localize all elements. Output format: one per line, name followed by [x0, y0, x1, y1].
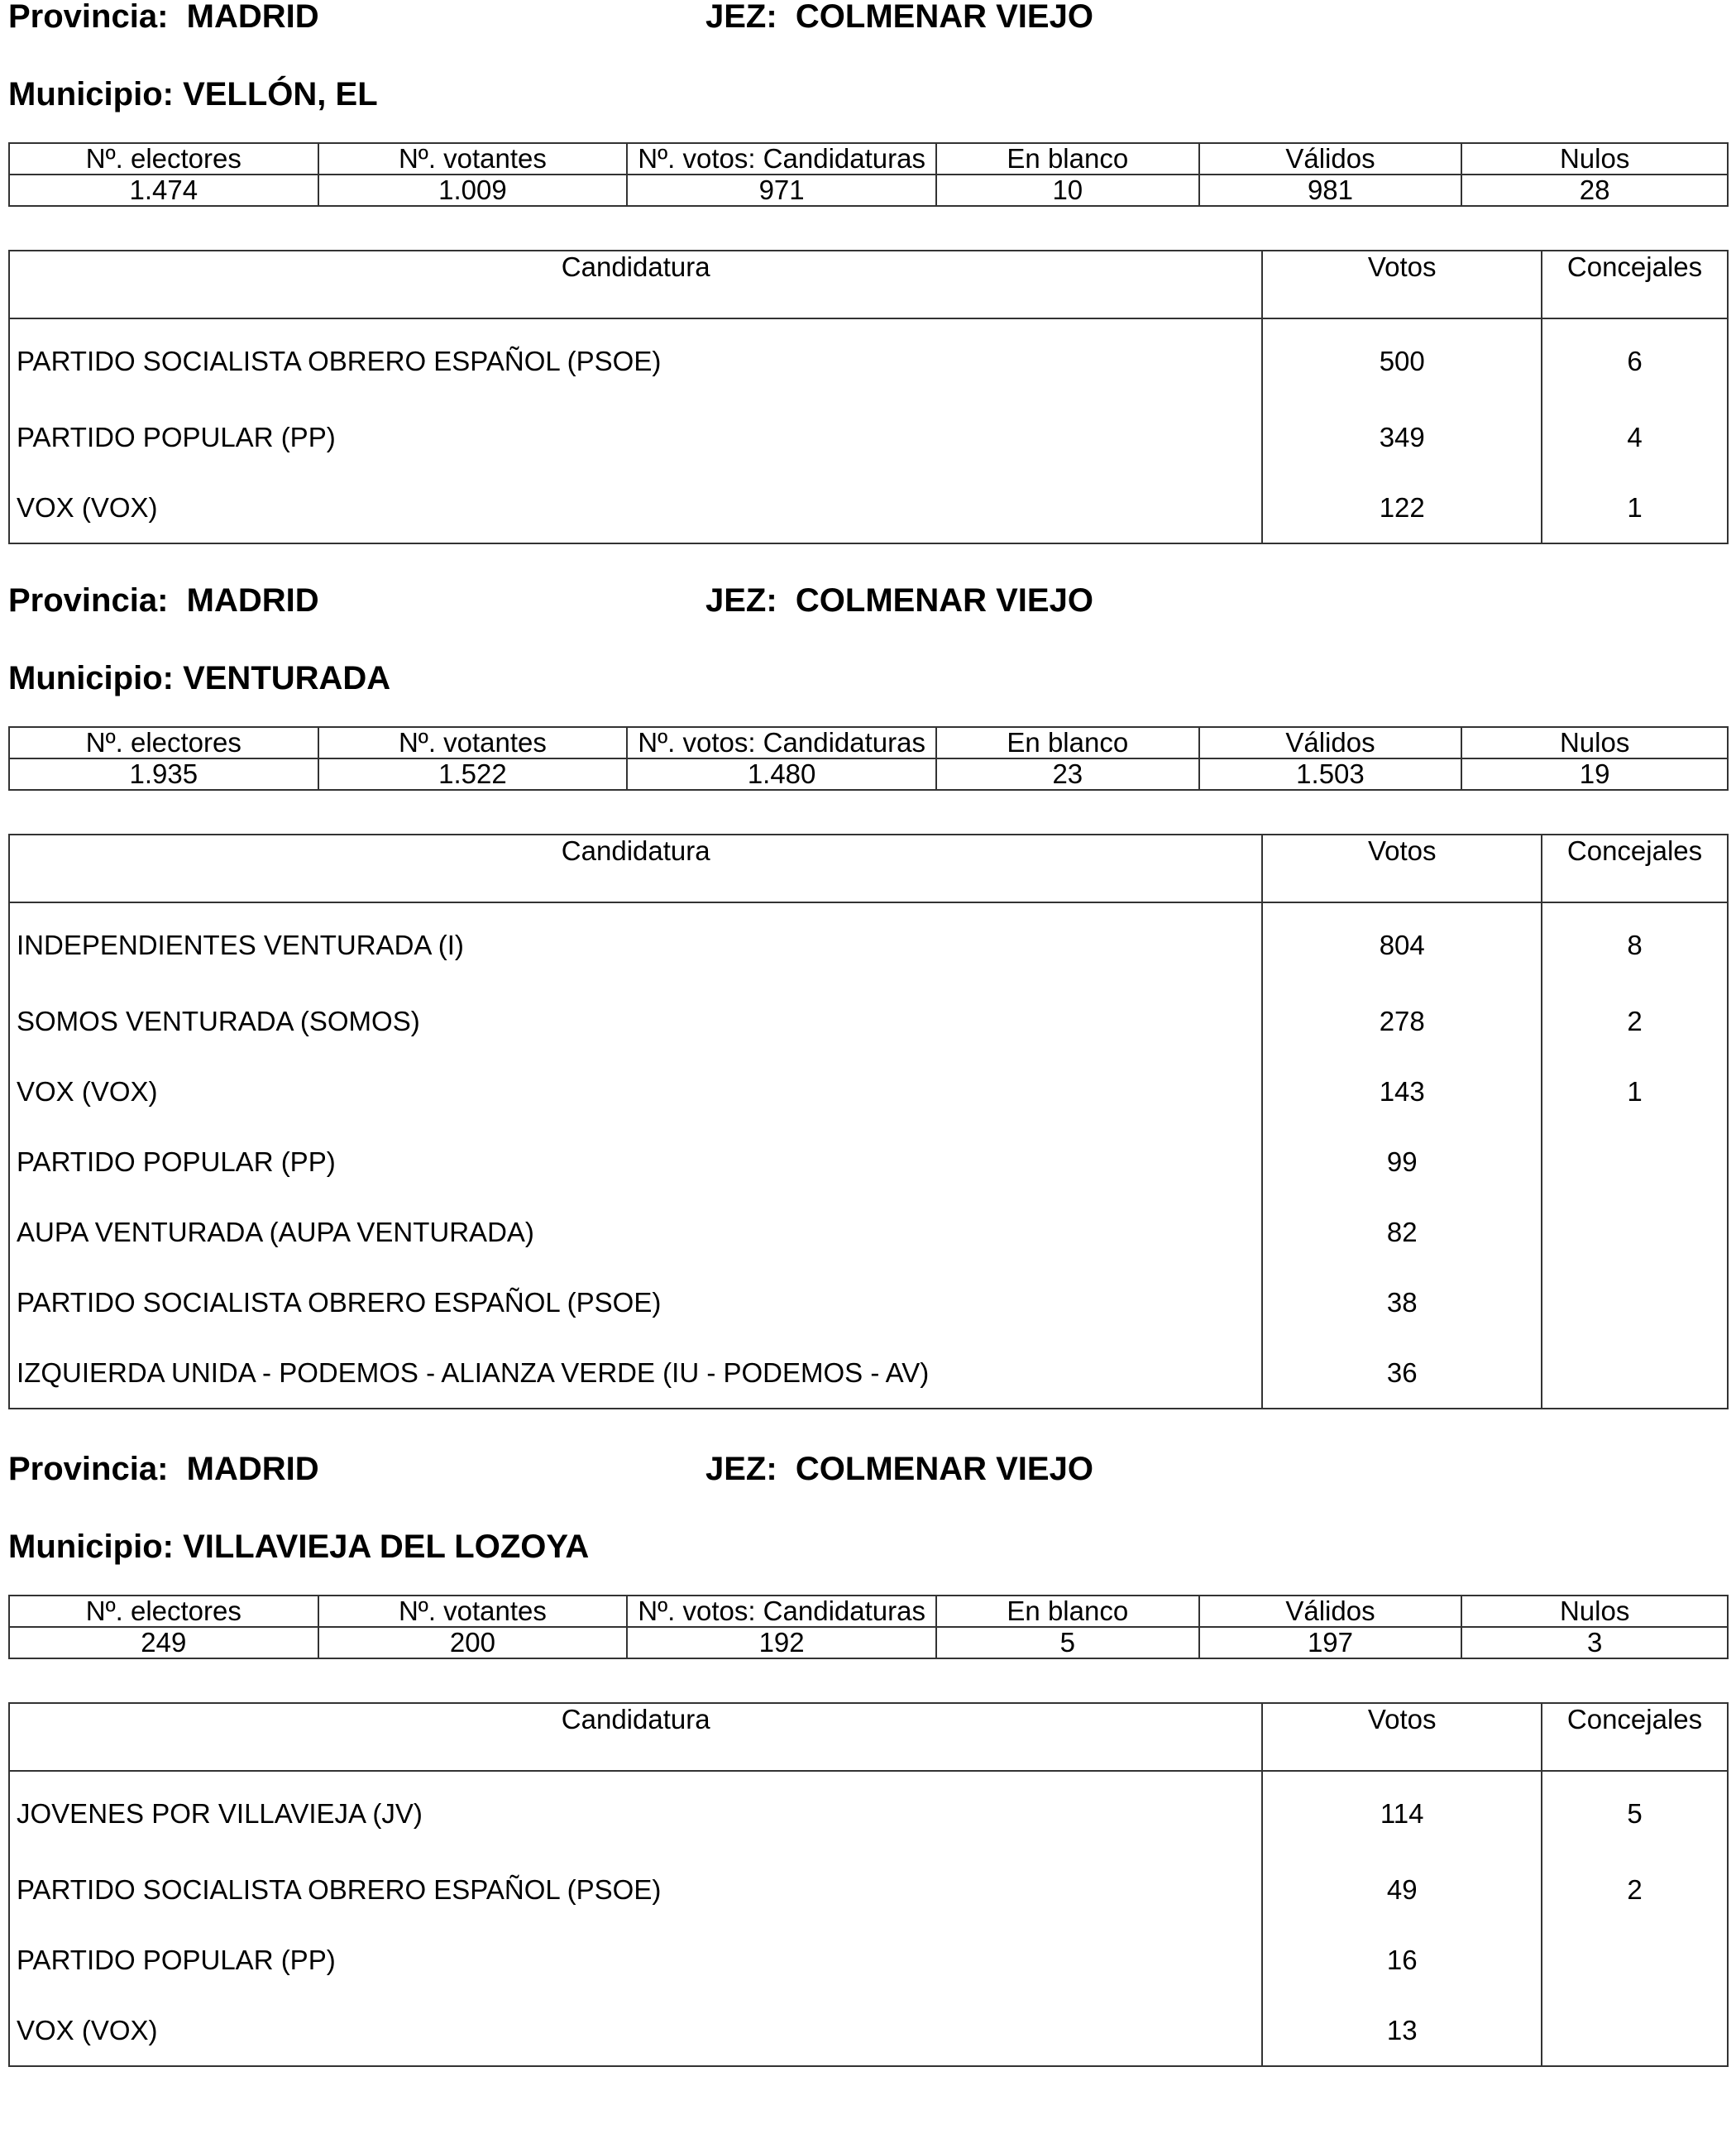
- header-votos-candidaturas: Nº. votos: Candidaturas: [627, 1596, 936, 1627]
- summary-value-row: [9, 175, 1728, 206]
- candidate-name: PARTIDO POPULAR (PP): [9, 1925, 1262, 1995]
- candidate-name: JOVENES POR VILLAVIEJA (JV): [9, 1771, 1262, 1854]
- header-candidatura: Candidatura: [9, 835, 1262, 902]
- candidate-concejales: [1542, 1995, 1728, 2066]
- candidate-name: VOX (VOX): [9, 1056, 1262, 1127]
- candidate-name: PARTIDO POPULAR (PP): [9, 402, 1262, 472]
- candidate-name: PARTIDO POPULAR (PP): [9, 1127, 1262, 1197]
- candidate-name: INDEPENDIENTES VENTURADA (I): [9, 902, 1262, 986]
- candidates-table: [8, 250, 1729, 544]
- candidate-votos: 349: [1262, 402, 1542, 472]
- header-validos: Válidos: [1199, 143, 1462, 175]
- candidate-votos: 16: [1262, 1925, 1542, 1995]
- value-validos: 1.503: [1199, 758, 1462, 790]
- header-en-blanco: En blanco: [936, 143, 1199, 175]
- header-votantes: Nº. votantes: [318, 143, 628, 175]
- provincia-heading: Provincia: MADRID: [8, 582, 319, 619]
- candidate-concejales: 8: [1542, 902, 1728, 986]
- summary-header-row: [9, 727, 1728, 758]
- header-electores: Nº. electores: [9, 143, 318, 175]
- table-row: [9, 1056, 1728, 1127]
- header-votantes: Nº. votantes: [318, 1596, 628, 1627]
- header-validos: Válidos: [1199, 727, 1462, 758]
- table-row: [9, 1197, 1728, 1267]
- candidates-table: [8, 834, 1729, 1409]
- jez-heading: JEZ: COLMENAR VIEJO: [705, 1451, 1093, 1487]
- value-nulos: 3: [1461, 1627, 1728, 1658]
- value-electores: 249: [9, 1627, 318, 1658]
- summary-header-row: [9, 143, 1728, 175]
- municipio-heading: Municipio: VILLAVIEJA DEL LOZOYA: [8, 1529, 590, 1565]
- header-votos: Votos: [1262, 251, 1542, 318]
- header-votantes: Nº. votantes: [318, 727, 628, 758]
- candidate-name: PARTIDO SOCIALISTA OBRERO ESPAÑOL (PSOE): [9, 1267, 1262, 1337]
- candidate-concejales: [1542, 1925, 1728, 1995]
- candidate-votos: 804: [1262, 902, 1542, 986]
- candidates-table: [8, 1702, 1729, 2067]
- value-votos-candidaturas: 1.480: [627, 758, 936, 790]
- header-electores: Nº. electores: [9, 727, 318, 758]
- header-votos-candidaturas: Nº. votos: Candidaturas: [627, 727, 936, 758]
- value-votos-candidaturas: 192: [627, 1627, 936, 1658]
- header-en-blanco: En blanco: [936, 727, 1199, 758]
- header-en-blanco: En blanco: [936, 1596, 1199, 1627]
- candidate-votos: 49: [1262, 1854, 1542, 1925]
- table-row: [9, 1337, 1728, 1409]
- value-votos-candidaturas: 971: [627, 175, 936, 206]
- candidate-name: SOMOS VENTURADA (SOMOS): [9, 986, 1262, 1056]
- candidate-votos: 143: [1262, 1056, 1542, 1127]
- table-row: [9, 1925, 1728, 1995]
- header-candidatura: Candidatura: [9, 1703, 1262, 1771]
- header-votos: Votos: [1262, 1703, 1542, 1771]
- candidate-votos: 114: [1262, 1771, 1542, 1854]
- value-electores: 1.474: [9, 175, 318, 206]
- table-row: [9, 472, 1728, 543]
- header-nulos: Nulos: [1461, 727, 1728, 758]
- candidate-concejales: 2: [1542, 1854, 1728, 1925]
- candidate-name: PARTIDO SOCIALISTA OBRERO ESPAÑOL (PSOE): [9, 1854, 1262, 1925]
- value-votantes: 1.009: [318, 175, 628, 206]
- provincia-heading: Provincia: MADRID: [8, 1451, 319, 1487]
- table-row: [9, 318, 1728, 402]
- summary-table: [8, 726, 1729, 791]
- candidate-votos: 500: [1262, 318, 1542, 402]
- candidate-votos: 99: [1262, 1127, 1542, 1197]
- candidate-name: PARTIDO SOCIALISTA OBRERO ESPAÑOL (PSOE): [9, 318, 1262, 402]
- candidate-votos: 278: [1262, 986, 1542, 1056]
- candidate-votos: 38: [1262, 1267, 1542, 1337]
- candidate-concejales: 5: [1542, 1771, 1728, 1854]
- candidate-concejales: [1542, 1197, 1728, 1267]
- header-votos-candidaturas: Nº. votos: Candidaturas: [627, 143, 936, 175]
- summary-header-row: [9, 1596, 1728, 1627]
- header-nulos: Nulos: [1461, 143, 1728, 175]
- candidate-concejales: [1542, 1127, 1728, 1197]
- jez-heading: JEZ: COLMENAR VIEJO: [705, 582, 1093, 619]
- header-votos: Votos: [1262, 835, 1542, 902]
- header-concejales: Concejales: [1542, 1703, 1728, 1771]
- candidate-concejales: 1: [1542, 1056, 1728, 1127]
- candidate-concejales: [1542, 1337, 1728, 1409]
- header-nulos: Nulos: [1461, 1596, 1728, 1627]
- header-candidatura: Candidatura: [9, 251, 1262, 318]
- provincia-heading: Provincia: MADRID: [8, 0, 319, 35]
- municipio-heading: Municipio: VELLÓN, EL: [8, 76, 378, 112]
- value-votantes: 200: [318, 1627, 628, 1658]
- summary-value-row: [9, 758, 1728, 790]
- header-validos: Válidos: [1199, 1596, 1462, 1627]
- summary-table: [8, 142, 1729, 207]
- header-concejales: Concejales: [1542, 835, 1728, 902]
- candidate-name: VOX (VOX): [9, 1995, 1262, 2066]
- table-row: [9, 986, 1728, 1056]
- candidate-votos: 122: [1262, 472, 1542, 543]
- value-validos: 197: [1199, 1627, 1462, 1658]
- value-electores: 1.935: [9, 758, 318, 790]
- summary-value-row: [9, 1627, 1728, 1658]
- value-nulos: 19: [1461, 758, 1728, 790]
- header-electores: Nº. electores: [9, 1596, 318, 1627]
- municipio-heading: Municipio: VENTURADA: [8, 660, 391, 696]
- header-concejales: Concejales: [1542, 251, 1728, 318]
- summary-table: [8, 1595, 1729, 1659]
- table-row: [9, 902, 1728, 986]
- table-row: [9, 1995, 1728, 2066]
- table-row: [9, 1127, 1728, 1197]
- value-votantes: 1.522: [318, 758, 628, 790]
- candidate-votos: 82: [1262, 1197, 1542, 1267]
- candidate-concejales: 4: [1542, 402, 1728, 472]
- table-row: [9, 1267, 1728, 1337]
- candidate-name: VOX (VOX): [9, 472, 1262, 543]
- table-row: [9, 1854, 1728, 1925]
- candidate-concejales: 1: [1542, 472, 1728, 543]
- candidate-concejales: 2: [1542, 986, 1728, 1056]
- candidate-concejales: 6: [1542, 318, 1728, 402]
- candidate-concejales: [1542, 1267, 1728, 1337]
- table-row: [9, 402, 1728, 472]
- candidates-header-row: [9, 1703, 1728, 1771]
- jez-heading: JEZ: COLMENAR VIEJO: [705, 0, 1093, 35]
- value-validos: 981: [1199, 175, 1462, 206]
- candidate-name: IZQUIERDA UNIDA - PODEMOS - ALIANZA VERDE (IU - PODEMOS - AV): [9, 1337, 1262, 1409]
- value-en-blanco: 10: [936, 175, 1199, 206]
- value-en-blanco: 5: [936, 1627, 1199, 1658]
- candidates-header-row: [9, 251, 1728, 318]
- candidate-votos: 36: [1262, 1337, 1542, 1409]
- candidate-name: AUPA VENTURADA (AUPA VENTURADA): [9, 1197, 1262, 1267]
- value-nulos: 28: [1461, 175, 1728, 206]
- value-en-blanco: 23: [936, 758, 1199, 790]
- table-row: [9, 1771, 1728, 1854]
- candidate-votos: 13: [1262, 1995, 1542, 2066]
- candidates-header-row: [9, 835, 1728, 902]
